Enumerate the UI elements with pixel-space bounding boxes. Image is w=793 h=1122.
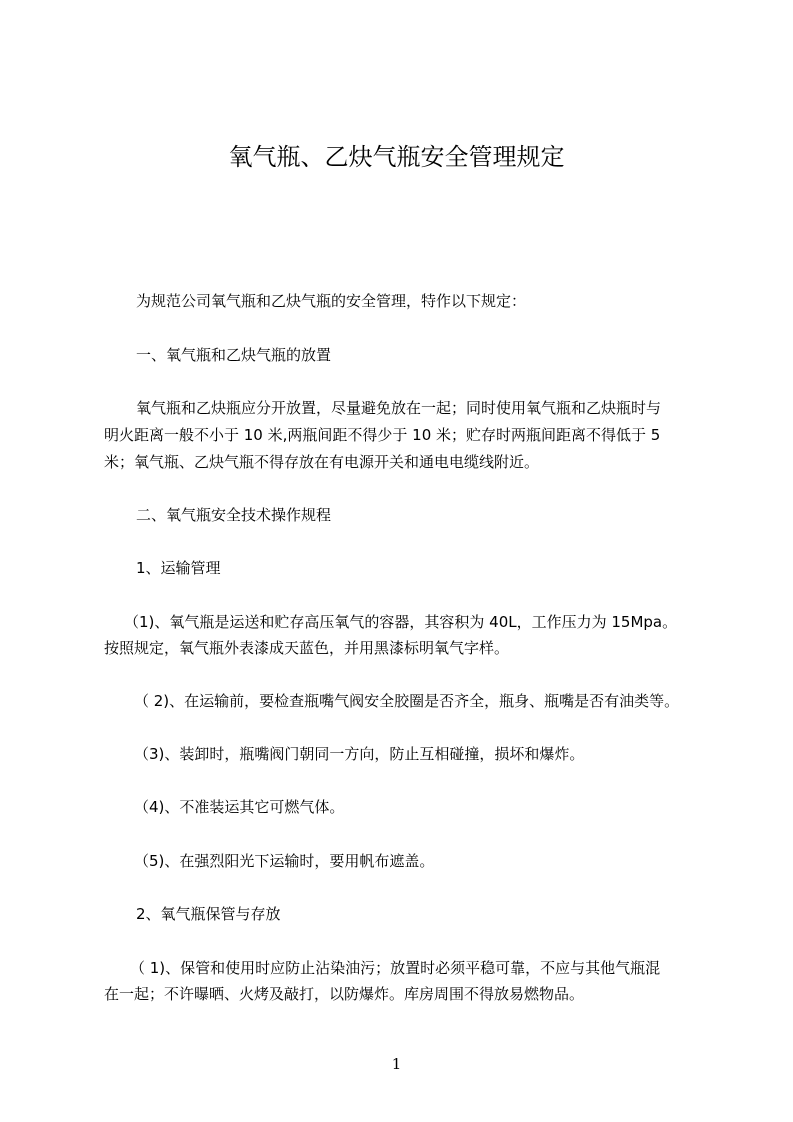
paragraph-line: （ 1)、保管和使用时应防止沾染油污；放置时必须平稳可靠，不应与其他气瓶混 bbox=[130, 959, 661, 977]
section-heading-1: 一、氧气瓶和乙炔气瓶的放置 bbox=[136, 346, 332, 364]
transport-item-5: （5)、在强烈阳光下运输时，要用帆布遮盖。 bbox=[134, 852, 435, 870]
transport-item-4: （4)、不准装运其它可燃气体。 bbox=[134, 798, 345, 816]
transport-item-2: （ 2)、在运输前，要检查瓶嘴气阀安全胶圈是否齐全，瓶身、瓶嘴是否有油类等。 bbox=[134, 692, 680, 710]
intro-paragraph: 为规范公司氧气瓶和乙炔气瓶的安全管理，特作以下规定： bbox=[136, 292, 527, 310]
transport-item-3: （3)、装卸时，瓶嘴阀门朝同一方向，防止互相碰撞，损坏和爆炸。 bbox=[134, 745, 585, 763]
page-title: 氧气瓶、乙炔气瓶安全管理规定 bbox=[228, 143, 565, 171]
paragraph-line: 按照规定，氧气瓶外表漆成天蓝色，并用黑漆标明氧气字样。 bbox=[104, 639, 510, 657]
subsection-heading-transport: 1、运输管理 bbox=[136, 559, 221, 577]
paragraph-line: 明火距离一般不小于 10 米,两瓶间距不得少于 10 米；贮存时两瓶间距离不得低于 5 bbox=[104, 426, 661, 444]
paragraph-line: 在一起；不许曝晒、火烤及敲打，以防爆炸。库房周围不得放易燃物品。 bbox=[104, 985, 585, 1003]
page-number: 1 bbox=[391, 1055, 402, 1073]
subsection-heading-storage: 2、氧气瓶保管与存放 bbox=[136, 905, 281, 923]
paragraph-line: 氧气瓶和乙炔瓶应分开放置，尽量避免放在一起；同时使用氧气瓶和乙炔瓶时与 bbox=[136, 399, 662, 417]
paragraph-line: （1)、氧气瓶是运送和贮存高压氧气的容器，其容积为 40L，工作压力为 15Mpa。 bbox=[124, 613, 678, 631]
paragraph-line: 米；氧气瓶、乙炔气瓶不得存放在有电源开关和通电电缆线附近。 bbox=[104, 453, 540, 471]
section-heading-2: 二、氧气瓶安全技术操作规程 bbox=[136, 506, 332, 524]
